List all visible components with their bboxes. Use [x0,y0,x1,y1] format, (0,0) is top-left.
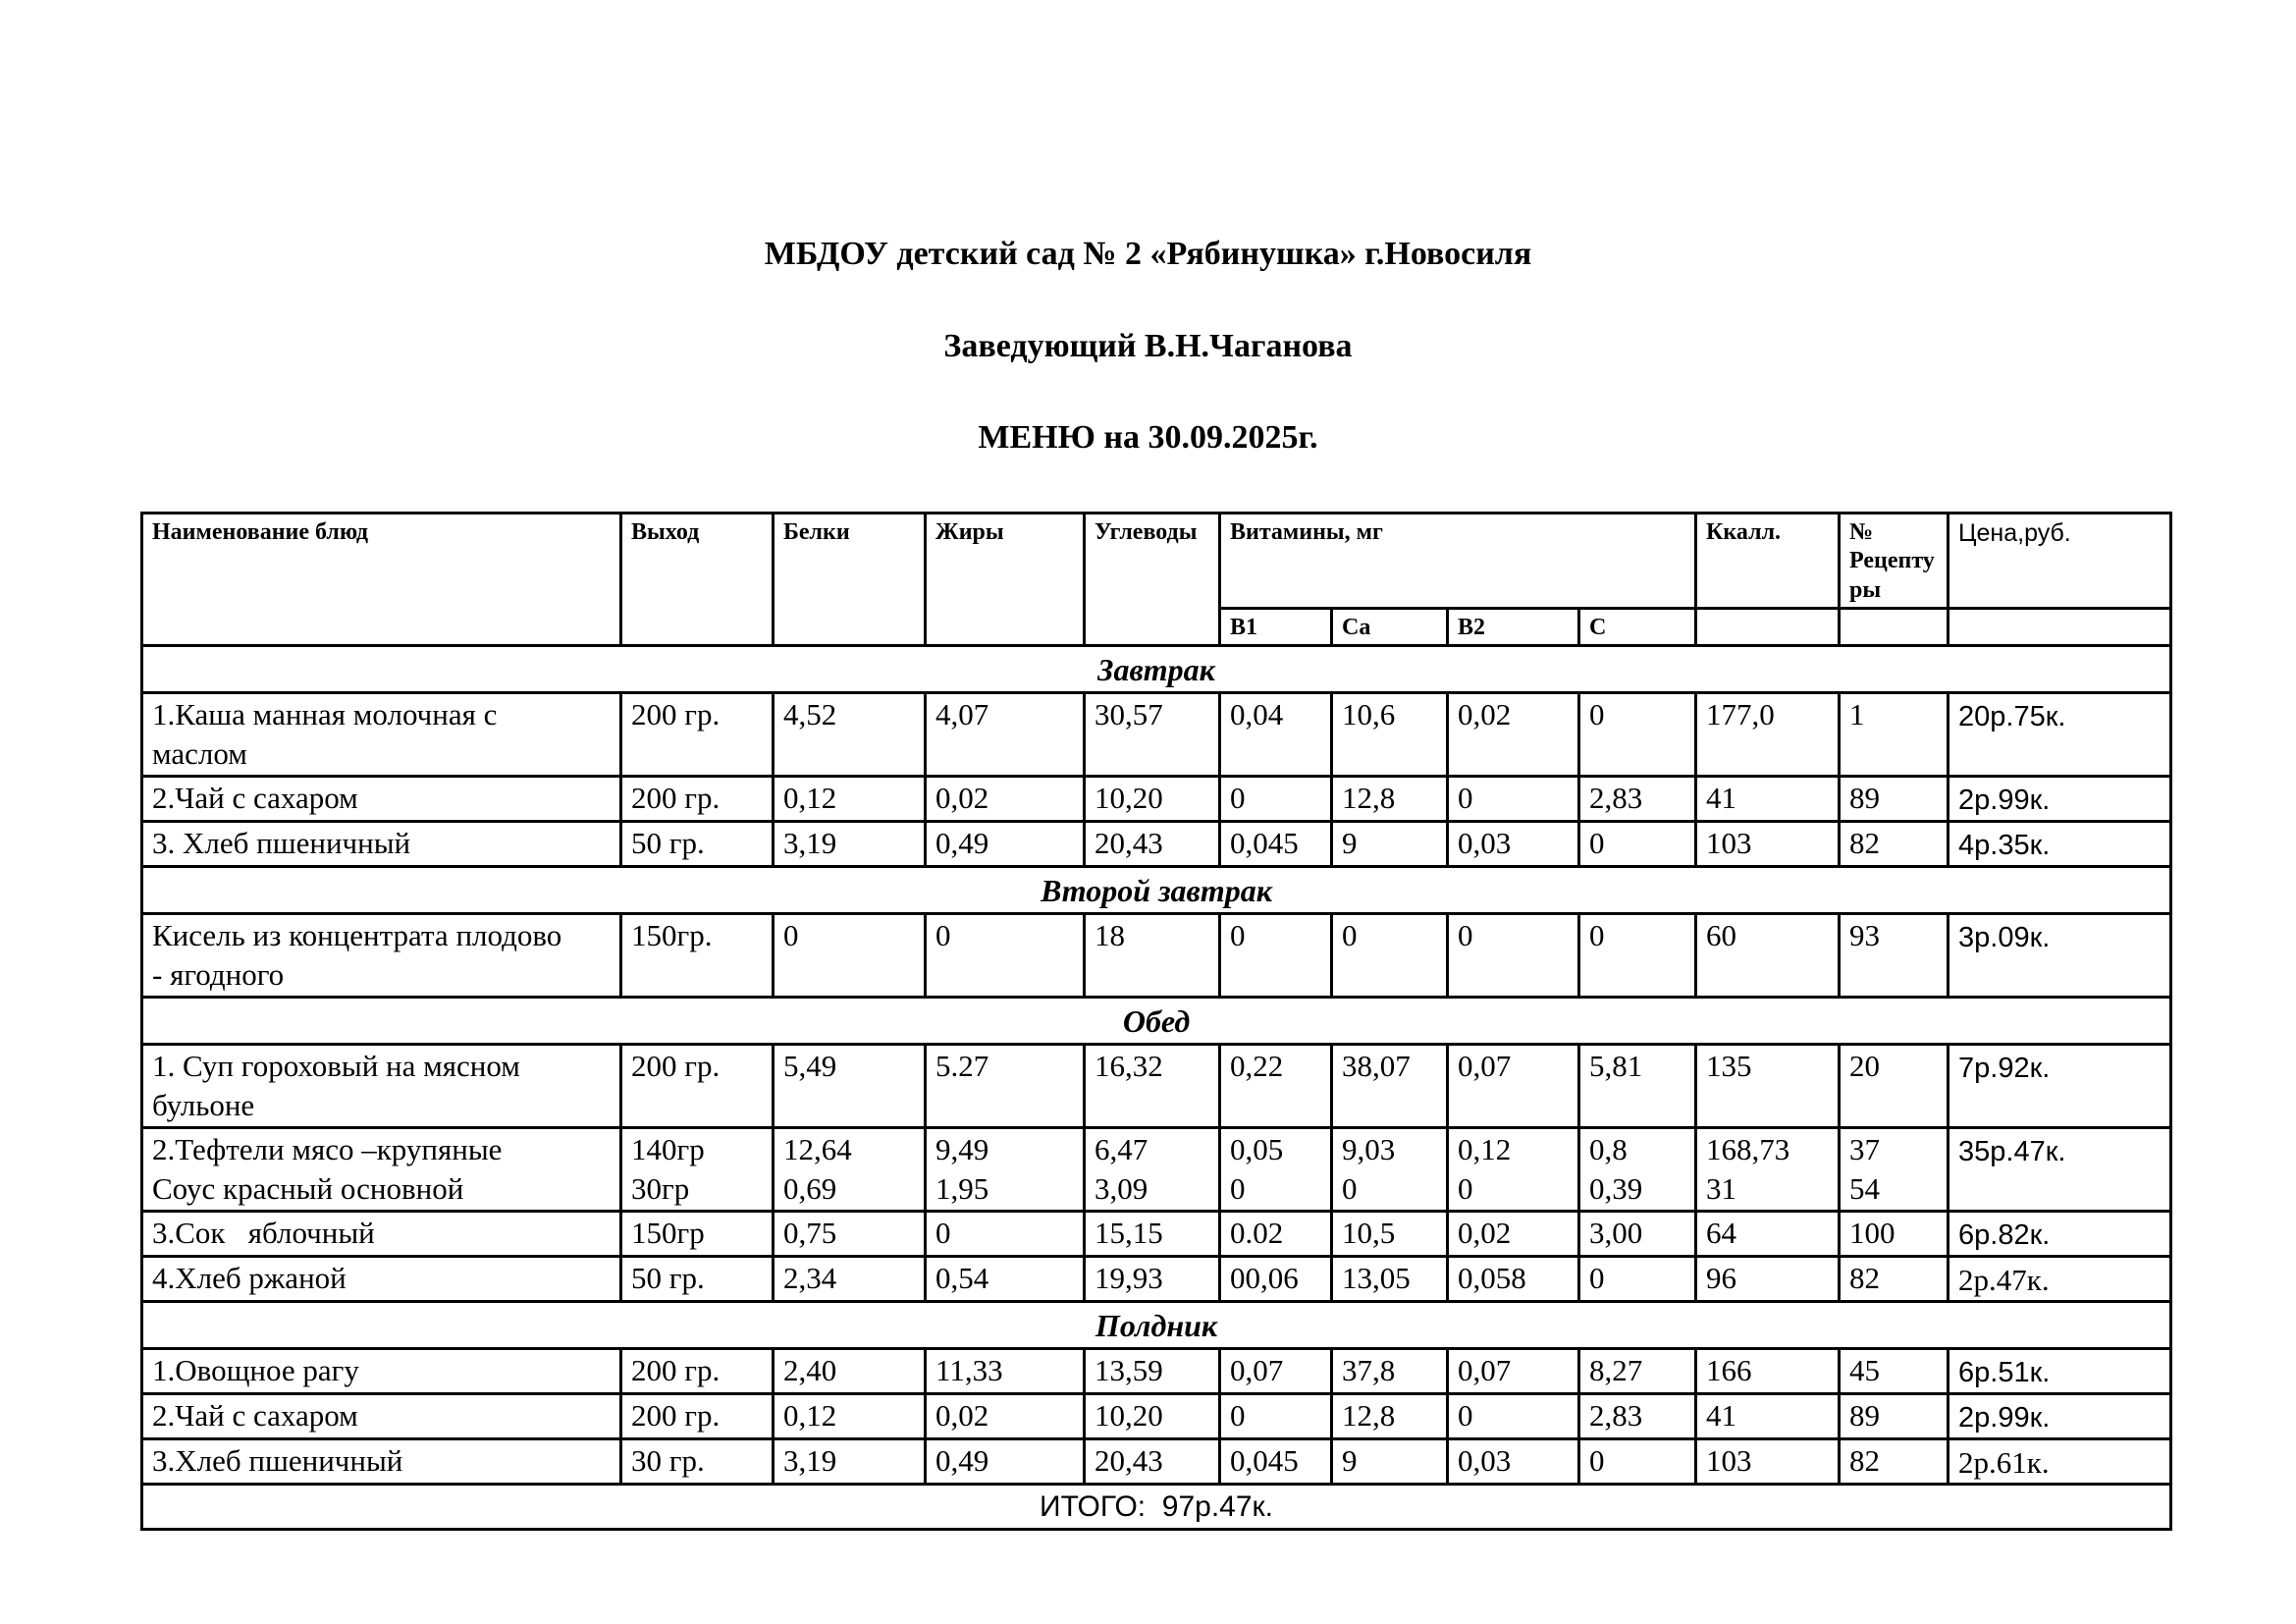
col-header-vitamin-ca: Са [1332,608,1448,645]
output-cell: 150гр [621,1212,774,1257]
dish-name-cell: 1.Овощное рагу [142,1349,621,1394]
recipe-number-cell: 82 [1840,822,1949,867]
recipe-number-cell: 100 [1840,1212,1949,1257]
header-row-1 [142,514,2171,609]
vitamin-ca-cell: 37,8 [1332,1349,1448,1394]
output-cell: 30 гр. [621,1439,774,1485]
protein-cell: 4,52 [774,693,926,777]
fat-cell: 0,49 [926,1439,1085,1485]
vitamin-b1-cell: 0,04 [1220,693,1332,777]
price-cell: 2р.61к. [1949,1439,2171,1485]
protein-cell: 2,40 [774,1349,926,1394]
empty-subheader-kcal [1696,608,1840,645]
menu-row [142,777,2171,822]
vitamin-ca-cell: 38,07 [1332,1045,1448,1128]
output-cell: 140гр 30гр [621,1128,774,1212]
vitamin-c-cell: 3,00 [1579,1212,1696,1257]
col-header-carbs: Углеводы [1085,514,1220,646]
protein-cell: 3,19 [774,822,926,867]
recipe-number-cell: 82 [1840,1257,1949,1302]
section-row [142,998,2171,1045]
kcal-cell: 41 [1696,777,1840,822]
kcal-cell: 166 [1696,1349,1840,1394]
kcal-cell: 41 [1696,1394,1840,1439]
fat-cell: 4,07 [926,693,1085,777]
price-cell: 20р.75к. [1949,693,2171,777]
price-cell: 4р.35к. [1949,822,2171,867]
menu-row [142,693,2171,777]
price-cell: 3р.09к. [1949,914,2171,998]
col-header-vitamin-b2: В2 [1448,608,1579,645]
protein-cell: 3,19 [774,1439,926,1485]
carbs-cell: 6,47 3,09 [1085,1128,1220,1212]
col-header-output: Выход [621,514,774,646]
vitamin-ca-cell: 13,05 [1332,1257,1448,1302]
protein-cell: 0,12 [774,1394,926,1439]
col-header-dish-name: Наименование блюд [142,514,621,646]
protein-cell: 12,64 0,69 [774,1128,926,1212]
kcal-cell: 60 [1696,914,1840,998]
carbs-cell: 20,43 [1085,822,1220,867]
price-cell: 6р.82к. [1949,1212,2171,1257]
carbs-cell: 16,32 [1085,1045,1220,1128]
carbs-cell: 19,93 [1085,1257,1220,1302]
carbs-cell: 20,43 [1085,1439,1220,1485]
recipe-number-cell: 93 [1840,914,1949,998]
total-label: ИТОГО: 97р.47к. [142,1485,2171,1530]
vitamin-b2-cell: 0,03 [1448,822,1579,867]
vitamin-c-cell: 5,81 [1579,1045,1696,1128]
vitamin-b2-cell: 0 [1448,914,1579,998]
col-header-vitamin-b1: В1 [1220,608,1332,645]
vitamin-b2-cell: 0,02 [1448,1212,1579,1257]
vitamin-ca-cell: 9 [1332,1439,1448,1485]
carbs-cell: 30,57 [1085,693,1220,777]
output-cell: 50 гр. [621,1257,774,1302]
vitamin-b1-cell: 0 [1220,1394,1332,1439]
carbs-cell: 15,15 [1085,1212,1220,1257]
protein-cell: 0,12 [774,777,926,822]
recipe-number-cell: 82 [1840,1439,1949,1485]
fat-cell: 0,54 [926,1257,1085,1302]
menu-row [142,914,2171,998]
fat-cell: 0 [926,914,1085,998]
vitamin-ca-cell: 9,03 0 [1332,1128,1448,1212]
price-cell: 2р.99к. [1949,777,2171,822]
vitamin-b1-cell: 0 [1220,914,1332,998]
section-title: Обед [142,998,2171,1045]
fat-cell: 0,02 [926,1394,1085,1439]
vitamin-b1-cell: 0,22 [1220,1045,1332,1128]
vitamin-ca-cell: 0 [1332,914,1448,998]
output-cell: 200 гр. [621,1394,774,1439]
section-row [142,646,2171,693]
vitamin-b1-cell: 0,045 [1220,1439,1332,1485]
menu-table [140,512,2172,1531]
dish-name-cell: 3.Хлеб пшеничный [142,1439,621,1485]
menu-row [142,1212,2171,1257]
menu-row [142,822,2171,867]
col-header-fat: Жиры [926,514,1085,646]
vitamin-c-cell: 2,83 [1579,777,1696,822]
carbs-cell: 18 [1085,914,1220,998]
menu-row [142,1128,2171,1212]
menu-row [142,1045,2171,1128]
dish-name-cell: Кисель из концентрата плодово - ягодного [142,914,621,998]
output-cell: 50 гр. [621,822,774,867]
output-cell: 200 гр. [621,1045,774,1128]
section-row [142,1302,2171,1349]
menu-date-title: МЕНЮ на 30.09.2025г. [978,419,1318,456]
protein-cell: 0 [774,914,926,998]
price-cell: 2р.47к. [1949,1257,2171,1302]
recipe-number-cell: 89 [1840,777,1949,822]
vitamin-b2-cell: 0,07 [1448,1349,1579,1394]
kcal-cell: 64 [1696,1212,1840,1257]
dish-name-cell: 2.Чай с сахаром [142,1394,621,1439]
vitamin-c-cell: 0 [1579,693,1696,777]
vitamin-b2-cell: 0,058 [1448,1257,1579,1302]
vitamin-c-cell: 8,27 [1579,1349,1696,1394]
kcal-cell: 168,73 31 [1696,1128,1840,1212]
vitamin-b2-cell: 0 [1448,1394,1579,1439]
protein-cell: 2,34 [774,1257,926,1302]
price-cell: 2р.99к. [1949,1394,2171,1439]
vitamin-b1-cell: 0.02 [1220,1212,1332,1257]
price-cell: 6р.51к. [1949,1349,2171,1394]
vitamin-ca-cell: 10,6 [1332,693,1448,777]
vitamin-ca-cell: 12,8 [1332,1394,1448,1439]
vitamin-ca-cell: 9 [1332,822,1448,867]
protein-cell: 0,75 [774,1212,926,1257]
recipe-number-cell: 37 54 [1840,1128,1949,1212]
col-header-vitamin-c: С [1579,608,1696,645]
document-title: МБДОУ детский сад № 2 «Рябинушка» г.Новосиля [764,236,1532,272]
vitamin-b2-cell: 0,03 [1448,1439,1579,1485]
carbs-cell: 10,20 [1085,1394,1220,1439]
dish-name-cell: 1.Каша манная молочная с маслом [142,693,621,777]
col-header-price: Цена,руб. [1949,514,2171,609]
kcal-cell: 103 [1696,1439,1840,1485]
col-header-recipe-number: № Рецептуры [1840,514,1949,609]
vitamin-b2-cell: 0 [1448,777,1579,822]
col-header-kcal: Ккалл. [1696,514,1840,609]
kcal-cell: 135 [1696,1045,1840,1128]
recipe-number-cell: 1 [1840,693,1949,777]
vitamin-ca-cell: 10,5 [1332,1212,1448,1257]
fat-cell: 9,49 1,95 [926,1128,1085,1212]
vitamin-c-cell: 0 [1579,914,1696,998]
vitamin-b2-cell: 0,12 0 [1448,1128,1579,1212]
vitamin-b1-cell: 0 [1220,777,1332,822]
vitamin-c-cell: 2,83 [1579,1394,1696,1439]
recipe-number-cell: 45 [1840,1349,1949,1394]
vitamin-c-cell: 0 [1579,1257,1696,1302]
recipe-number-cell: 89 [1840,1394,1949,1439]
section-title: Завтрак [142,646,2171,693]
col-header-vitamins: Витамины, мг [1220,514,1696,609]
fat-cell: 11,33 [926,1349,1085,1394]
price-cell: 7р.92к. [1949,1045,2171,1128]
vitamin-ca-cell: 12,8 [1332,777,1448,822]
vitamin-b1-cell: 0,05 0 [1220,1128,1332,1212]
kcal-cell: 103 [1696,822,1840,867]
protein-cell: 5,49 [774,1045,926,1128]
dish-name-cell: 2.Чай с сахаром [142,777,621,822]
fat-cell: 0 [926,1212,1085,1257]
vitamin-b1-cell: 0,045 [1220,822,1332,867]
col-header-protein: Белки [774,514,926,646]
fat-cell: 0,49 [926,822,1085,867]
output-cell: 200 гр. [621,1349,774,1394]
vitamin-c-cell: 0 [1579,822,1696,867]
menu-row [142,1439,2171,1485]
kcal-cell: 96 [1696,1257,1840,1302]
vitamin-b2-cell: 0,02 [1448,693,1579,777]
vitamin-b1-cell: 0,07 [1220,1349,1332,1394]
carbs-cell: 13,59 [1085,1349,1220,1394]
recipe-number-cell: 20 [1840,1045,1949,1128]
fat-cell: 0,02 [926,777,1085,822]
fat-cell: 5.27 [926,1045,1085,1128]
output-cell: 200 гр. [621,777,774,822]
price-cell: 35р.47к. [1949,1128,2171,1212]
section-row [142,867,2171,914]
output-cell: 150гр. [621,914,774,998]
total-row [142,1485,2171,1530]
dish-name-cell: 3. Хлеб пшеничный [142,822,621,867]
empty-subheader-price [1949,608,2171,645]
vitamin-b1-cell: 00,06 [1220,1257,1332,1302]
menu-row [142,1349,2171,1394]
empty-subheader-recipe [1840,608,1949,645]
section-title: Полдник [142,1302,2171,1349]
kcal-cell: 177,0 [1696,693,1840,777]
output-cell: 200 гр. [621,693,774,777]
dish-name-cell: 1. Суп гороховый на мясном бульоне [142,1045,621,1128]
vitamin-c-cell: 0,8 0,39 [1579,1128,1696,1212]
section-title: Второй завтрак [142,867,2171,914]
carbs-cell: 10,20 [1085,777,1220,822]
document-head-signature: Заведующий В.Н.Чаганова [943,328,1353,364]
dish-name-cell: 3.Сок яблочный [142,1212,621,1257]
menu-row [142,1257,2171,1302]
vitamin-b2-cell: 0,07 [1448,1045,1579,1128]
menu-table-body [142,646,2171,1530]
menu-row [142,1394,2171,1439]
dish-name-cell: 4.Хлеб ржаной [142,1257,621,1302]
vitamin-c-cell: 0 [1579,1439,1696,1485]
dish-name-cell: 2.Тефтели мясо –крупяные Соус красный основной [142,1128,621,1212]
